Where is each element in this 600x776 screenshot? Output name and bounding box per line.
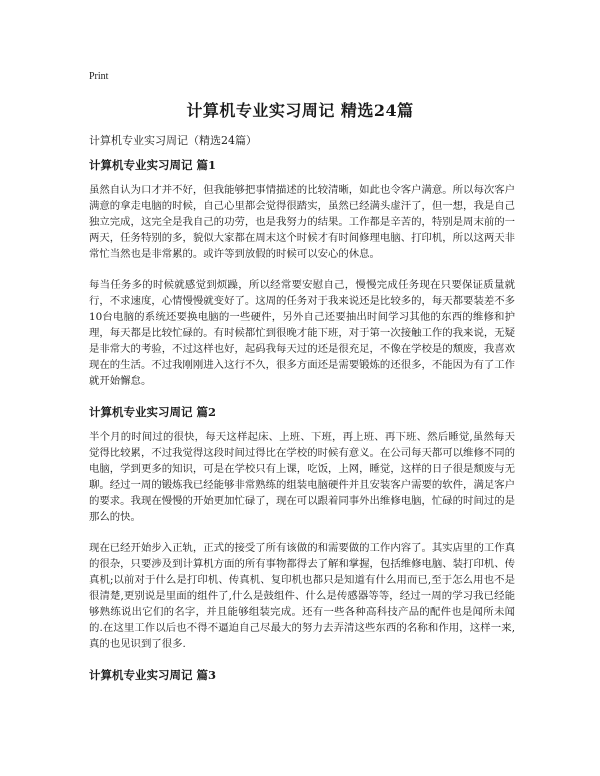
section-1-paragraph-2: 每当任务多的时候就感觉到烦躁，所以经常要安慰自己，慢慢完成任务现在只要保证质量就行，不求速度，心情慢慢就变好了。这周的任务对于我来说还是比较多的，每天都要装差不多10台电脑的系统还要换电脑的一些硬件，另外自己还要抽出时间学习其他的东西的维修和护理，每天都是比较忙碌的。有时候都忙到很晚才能下班，对于第一次接触工作的我来说，无疑是非常大的考验，不过这样也好，起码我每天过的还是很充足，不像在学校是的颓废，我喜欢现在的生活。不过我刚刚进入这行不久，很多方面还是需要锻炼的还很多，不能因为有了工作就开始懈怠。 — [89, 279, 516, 387]
section-2-paragraph-1: 半个月的时间过的很快，每天这样起床、上班、下班，再上班、再下班、然后睡觉,虽然每天觉得比较累，不过我觉得这段时间过得比在学校的时候有意义。在公司每天都可以维修不同的电脑，学到更多的知识，可是在学校只有上课，吃饭，上网，睡觉，这样的日子很是颓废与无聊。经过一周的锻炼我已经能够非常熟练的组装电脑硬件并且安装客户需要的软件，满足客户的要求。我现在慢慢的开始更加忙碌了，现在可以跟着同事外出维修电脑，忙碌的时间过的是那么的快。 — [89, 431, 516, 523]
document-body — [89, 157, 515, 692]
section-heading-1: 计算机专业实习周记 篇1 — [89, 158, 217, 172]
document-title: 计算机专业实习周记 精选24篇 — [186, 101, 414, 120]
document-subtitle: 计算机专业实习周记（精选24篇） — [89, 134, 257, 147]
section-heading-3: 计算机专业实习周记 篇3 — [89, 668, 217, 682]
section-1-paragraph-1: 虽然自认为口才并不好，但我能够把事情描述的比较清晰，如此也令客户满意。所以每次客户满意的拿走电脑的时候，自己心里都会觉得很踏实，虽然已经满头虚汗了，但一想，我是自己独立完成，这完全是我自己的功劳，也是我努力的结果。工作都是辛苦的，特别是周末前的一两天，任务特别的多，貌似大家都在周末这个时候才有时间修理电脑、打印机，所以这两天非常忙当然也是非常累的。或许等到放假的时候可以安心的休息。 — [89, 184, 516, 260]
section-heading-2: 计算机专业实习周记 篇2 — [89, 405, 217, 419]
section-2-paragraph-2: 现在已经开始步入正轨，正式的接受了所有该做的和需要做的工作内容了。其实店里的工作真的很杂，只要涉及到计算机方面的所有事物都得去了解和掌握，包括维修电脑、装打印机、传真机;以前对于什么是打印机、传真机、复印机也都只是知道有什么用而已,至于怎么用也不是很清楚,更别说是里面的组件了,什么是鼓组件、什么是传感器等等，经过一周的学习我已经能够熟练说出它们的名字，并且能够组装完成。还有一些各种高科技产品的配件也是闻所未闻的.在这里工作以后也不得不逼迫自己尽最大的努力去弄清这些东西的名称和作用，这样一来,真的也见识到了很多. — [89, 542, 516, 650]
print-link[interactable]: Print — [89, 71, 109, 82]
